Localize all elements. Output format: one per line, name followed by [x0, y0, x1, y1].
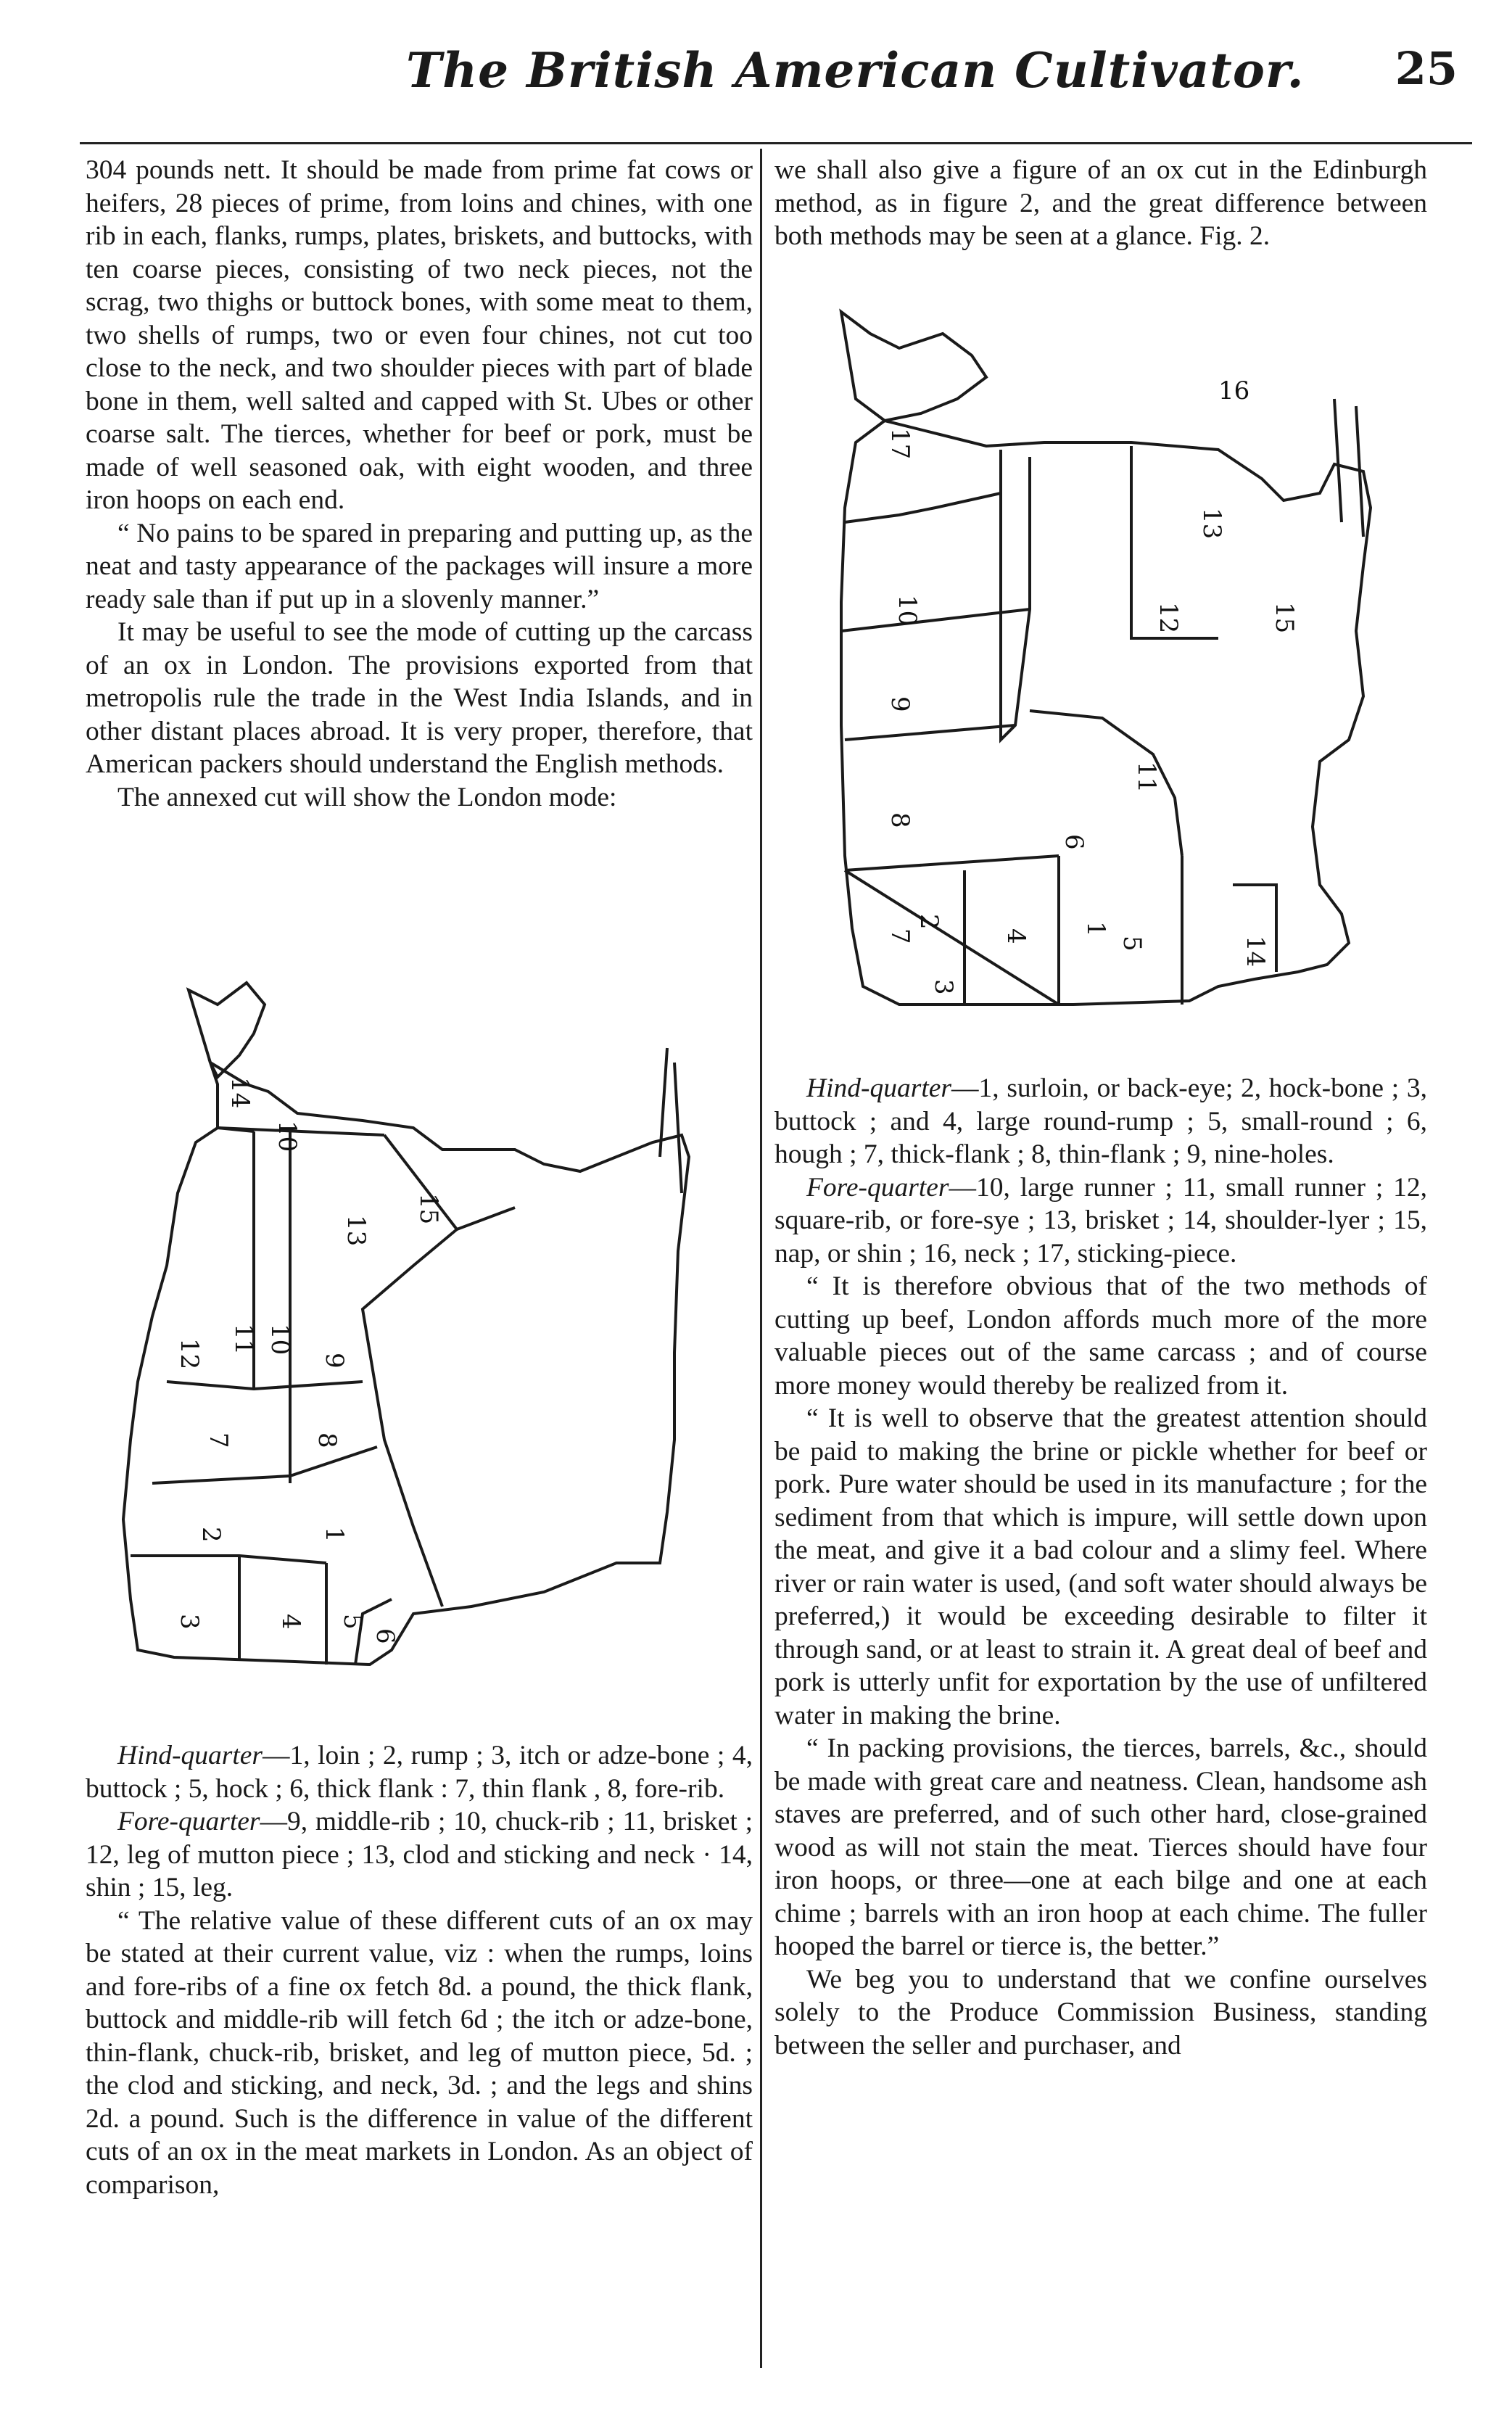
hind-quarter-label: Hind-quarter	[806, 1073, 951, 1103]
fig1-label-12: 12	[175, 1338, 204, 1370]
fig2-cut-line	[845, 493, 1001, 522]
fig1-label-7: 7	[204, 1432, 233, 1448]
fig1-label-11: 11	[229, 1324, 258, 1356]
fig1-label-4: 4	[276, 1614, 305, 1630]
fig1-label-2: 2	[197, 1527, 226, 1543]
fig1-label-3: 3	[175, 1614, 204, 1630]
page-header	[87, 42, 1465, 122]
column-divider	[760, 149, 762, 2368]
fore-quarter-text: —10, large runner ; 11, small runner ; 12, square-rib, or fore-sye ; 13, brisket ; 14, shoulder-lyer ; 15, nap, or shin ; 16, neck ; 17, sticking-piece.	[774, 1172, 1427, 1269]
left-column-bottom	[86, 1739, 753, 2201]
edinburgh-ox-diagram	[812, 290, 1436, 1066]
right-paragraph-4: “ In packing provisions, the tierces, barrels, &c., should be made with great care and neatness. Clean, handsome ash staves are preferred, and of such other hard, close-grained wood as will not stain the meat. Tierces should have four iron hoops, or three—one at each bilge and one at each chime ; barrels with an iron hoop at each chime. The fuller hooped the barrel or tierce is, the better.”	[774, 1733, 1427, 1961]
left-column-top	[86, 154, 753, 814]
hind-quarter-text: —1, surloin, or back-eye; 2, hock-bone ; 3, buttock ; and 4, large round-rump ; 5, small-round ; 6, hough ; 7, thick-flank ; 8, thin-flank ; 9, nine-holes.	[774, 1073, 1427, 1169]
page-number: 25	[1395, 42, 1458, 95]
right-paragraph-3: “ It is well to observe that the greatest attention should be paid to making the brine or pickle whether for beef or pork. Pure water should be used in its manufacture ; for the sediment from that which is impure, will settle down upon the meat, and give it a bad colour and a slimy feel. Where river or rain water is used, (and soft water should always be preferred,) it would be exceeding desirable to filter it through sand, or at least to strain it. A great deal of beef and pork is utterly unfit for exportation by the use of unfiltered water in making the brine.	[774, 1403, 1427, 1731]
hind-quarter-label: Hind-quarter	[117, 1741, 263, 1770]
london-hind-quarter-caption	[86, 1739, 753, 1805]
fig2-label-17: 17	[885, 428, 914, 460]
fig1-label-13: 13	[342, 1215, 371, 1247]
fig1-body-outline	[123, 1063, 689, 1665]
fig2-label-7: 7	[885, 928, 914, 944]
hind-quarter-text: —1, loin ; 2, rump ; 3, itch or adze-bone ; 4, buttock ; 5, hock ; 6, thick flank : 7, thin flank , 8, fore-rib.	[86, 1741, 753, 1804]
fig1-cut-line	[152, 1447, 377, 1483]
fig1-cut-line	[131, 1556, 326, 1563]
fore-quarter-label: Fore-quarter	[806, 1172, 949, 1203]
fig1-label-8: 8	[313, 1432, 342, 1448]
london-ox-diagram	[109, 976, 740, 1715]
right-paragraph-2: “ It is therefore obvious that of the two methods of cutting up beef, London affords much more of the more valuable pieces out of the same carcass ; and of course more money would thereby be realized from it.	[774, 1271, 1427, 1401]
fig2-head-outline	[841, 312, 986, 421]
fig2-label-12: 12	[1154, 602, 1183, 634]
fig2-label-1: 1	[1081, 921, 1110, 937]
fig1-foreleg	[660, 1048, 682, 1193]
fig2-label-10: 10	[893, 595, 922, 627]
fig2-cut-line	[1001, 450, 1030, 740]
fig2-label-5: 5	[1118, 936, 1147, 952]
fig1-label-14: 14	[226, 1077, 255, 1109]
fig2-label-11: 11	[1132, 762, 1161, 793]
left-paragraph-3: It may be useful to see the mode of cutting up the carcass of an ox in London. The provisions exported from that metropolis rule the trade in the West India Islands, and in other distant places abroad. It is very proper, therefore, that American packers should understand the English methods.	[86, 617, 753, 779]
fig1-label-1: 1	[320, 1527, 349, 1543]
fig2-label-9: 9	[885, 696, 914, 712]
right-column-top	[774, 154, 1427, 253]
fig2-label-3: 3	[929, 979, 958, 995]
fore-quarter-label: Fore-quarter	[117, 1807, 260, 1836]
fig2-label-2: 2	[914, 914, 943, 930]
left-paragraph-5: “ The relative value of these different cuts of an ox may be stated at their current value, viz : when the rumps, loins and fore-ribs of a fine ox fetch 8d. a pound, the thick flank, buttock and middle-rib will fetch 6d ; the itch or adze-bone, thin-flank, chuck-rib, brisket, and leg of mutton piece, 5d. ; the clod and sticking, and neck, 3d. ; and the legs and shins 2d. a pound. Such is the difference in value of the different cuts of an ox in the meat markets in London. As an object of comparison,	[86, 1905, 753, 2200]
fig1-cut-line	[167, 1382, 363, 1389]
fig1-head-outline	[189, 983, 265, 1077]
fig1-label-6: 6	[371, 1628, 400, 1644]
left-paragraph-4: The annexed cut will show the London mode:	[117, 782, 617, 812]
fig1-label-15: 15	[414, 1193, 443, 1225]
edinburgh-fore-quarter-caption	[774, 1171, 1427, 1271]
fig2-label-14: 14	[1241, 936, 1270, 968]
fig2-cut-line	[845, 856, 1059, 870]
edinburgh-hind-quarter-caption	[774, 1072, 1427, 1171]
fig2-cut-line	[845, 725, 1015, 740]
fig1-label-5: 5	[338, 1614, 367, 1630]
fig2-label-16: 16	[1218, 376, 1250, 405]
fig2-label-6: 6	[1059, 834, 1088, 850]
right-paragraph-1: we shall also give a figure of an ox cut in the Edinburgh method, as in figure 2, and the great difference between both methods may be seen at a glance. Fig. 2.	[774, 155, 1427, 251]
journal-title: The British American Cultivator.	[406, 42, 1305, 99]
fig2-label-15: 15	[1270, 602, 1299, 634]
header-rule	[80, 142, 1472, 144]
fig1-label-9: 9	[320, 1353, 349, 1369]
fig2-label-13: 13	[1197, 508, 1226, 540]
fig2-label-8: 8	[885, 812, 914, 828]
right-paragraph-5: We beg you to understand that we confine ourselves solely to the Produce Commission Business, standing between the seller and purchaser, and	[774, 1964, 1427, 2061]
left-paragraph-1: 304 pounds nett. It should be made from prime fat cows or heifers, 28 pieces of prime, from loins and chines, with one rib in each, flanks, rumps, plates, briskets, and buttocks, with ten coarse pieces, consisting of two neck pieces, not the scrag, two thighs or buttock bones, with some meat to them, two shells of rumps, two or even four chines, not cut too close to the neck, and two shoulder pieces with part of blade bone in them, well salted and capped with St. Ubes or other coarse salt. The tierces, whether for beef or pork, must be made of well seasoned oak, with eight wooden, and three iron hoops on each end.	[86, 155, 753, 515]
edinburgh-ox-svg	[812, 290, 1436, 1066]
left-paragraph-2: “ No pains to be spared in preparing and putting up, as the neat and tasty appearance of the packages will insure a more ready sale than if put up in a slovenly manner.”	[86, 518, 753, 614]
right-column-bottom	[774, 1072, 1427, 2062]
fore-quarter-text: —9, middle-rib ; 10, chuck-rib ; 11, brisket ; 12, leg of mutton piece ; 13, clod and sticking and neck · 14, shin ; 15, leg.	[86, 1807, 753, 1902]
fig1-label-10: 10	[265, 1324, 294, 1356]
fig2-label-4: 4	[1001, 928, 1030, 944]
london-fore-quarter-caption	[86, 1805, 753, 1905]
london-ox-svg	[109, 976, 740, 1715]
fig1-cut-line	[457, 1208, 515, 1229]
fig1-label-10a: 10	[273, 1121, 302, 1152]
